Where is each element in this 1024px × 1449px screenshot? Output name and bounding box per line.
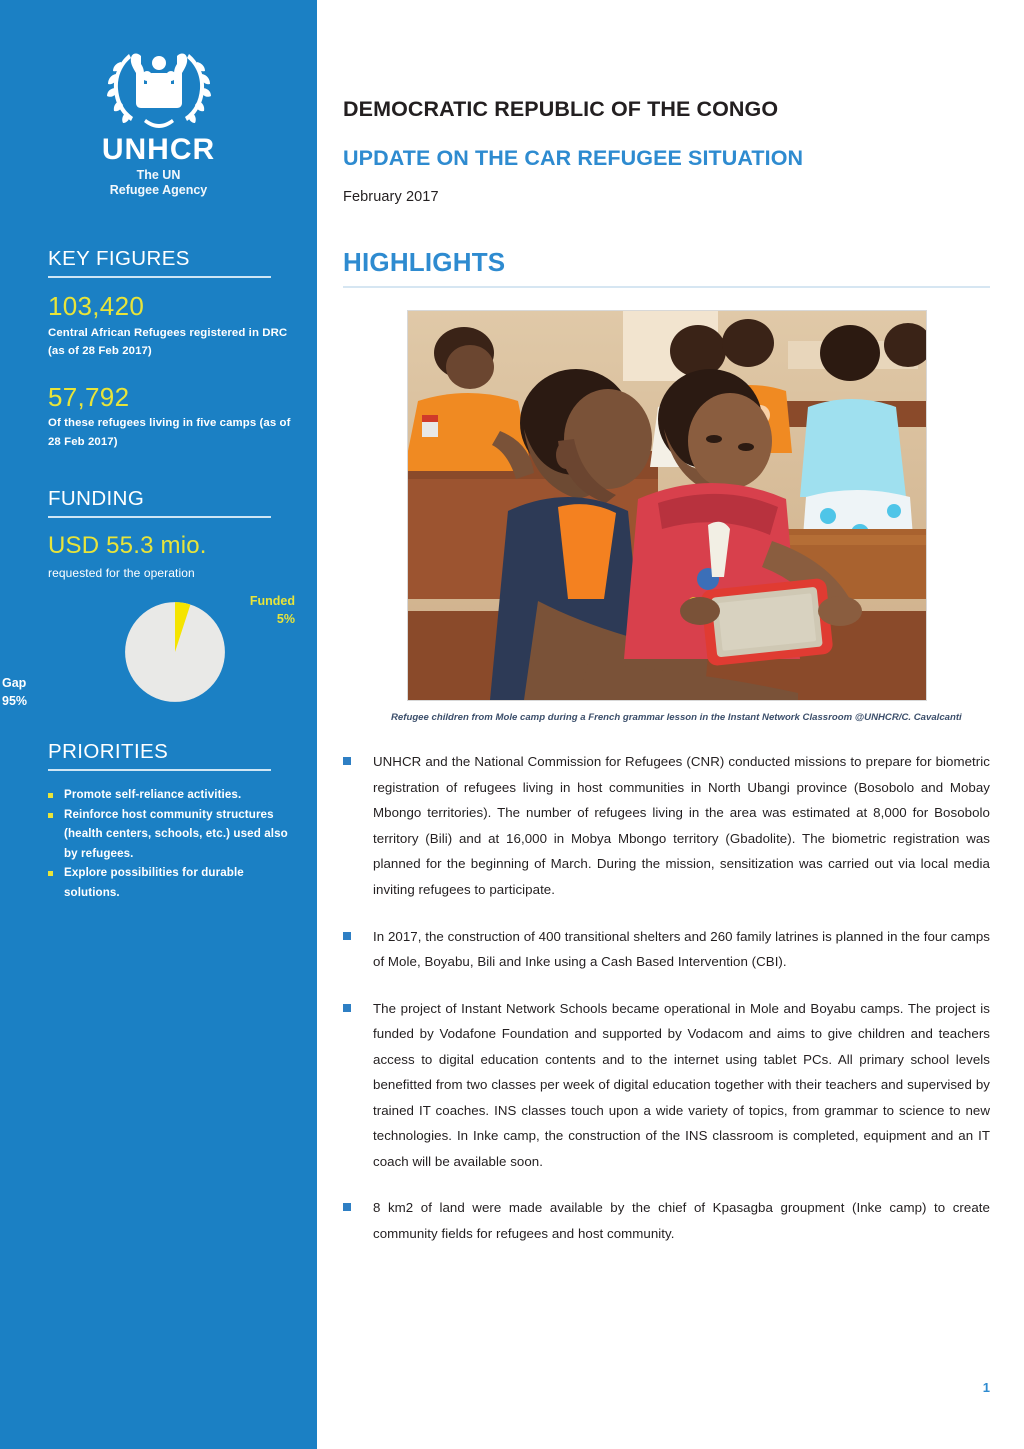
pie-label-gap [2, 674, 27, 710]
highlight-text: 8 km2 of land were made available by the chief of Kpasagba groupment (Inke camp) to create community fields for refugees and host community. [373, 1200, 990, 1241]
unhcr-tagline [110, 168, 207, 199]
priorities-divider [48, 769, 271, 771]
key-figures-heading: KEY FIGURES [48, 246, 190, 270]
bullet-square-icon [343, 1004, 351, 1012]
highlights-heading: HIGHLIGHTS [343, 246, 506, 277]
priorities-heading: PRIORITIES [48, 740, 169, 764]
photo-container [343, 310, 990, 701]
pie-chart-graphic [123, 600, 227, 704]
highlight-text: In 2017, the construction of 400 transitional shelters and 260 family latrines is planned in the four camps of Mole, Boyabu, Bili and Inke using a Cash Based Intervention (CBI). [373, 928, 990, 970]
highlights-bullet-list [343, 749, 990, 1246]
bullet-square-icon [343, 1203, 351, 1211]
key-figure-value: 57,792 [48, 381, 130, 412]
main-content [317, 0, 1024, 1449]
key-figure-description: Central African Refugees registered in DRC (as of 28 Feb 2017) [48, 326, 288, 358]
unhcr-laurel-hands-logo [91, 36, 227, 132]
funded-label: Funded [249, 594, 295, 609]
priority-text: Explore possibilities for durable solutions. [64, 866, 244, 899]
key-figure-item [48, 292, 293, 361]
list-item [343, 996, 990, 1175]
pie-label-funded [250, 592, 295, 628]
gap-label: Gap [2, 676, 27, 691]
priorities-section [0, 740, 317, 902]
key-figure-item [48, 383, 293, 452]
funded-value: 5% [276, 612, 295, 627]
key-figures-section [0, 247, 317, 452]
bullet-square-icon [48, 871, 53, 876]
highlight-text: The project of Instant Network Schools became operational in Mole and Boyabu camps. The project is funded by Vodafone Foundation and supported by Vodacom and aims to give children and teachers access to digital education contents and to the internet using tablet PCs. All primary school levels benefitted from two classes per week of digital education together with their teachers and supervised by trained IT coaches. INS classes touch upon a wide variety of topics, from grammar to science to new technologies. In Inke camp, the construction of the INS classroom is completed, equipment and an IT coach will be available soon. [373, 1000, 990, 1169]
gap-value: 95% [2, 694, 28, 709]
list-item [48, 785, 293, 804]
unhcr-wordmark: UNHCR [101, 133, 216, 166]
photo-caption: Refugee children from Mole camp during a French grammar lesson in the Instant Network Classroom @UNHCR/C. Cavalcanti [391, 711, 962, 723]
list-item [343, 1195, 990, 1246]
classroom-photo [407, 310, 927, 701]
highlight-text: UNHCR and the National Commission for Refugees (CNR) conducted missions to prepare for biometric registration of refugees living in host communities in North Ubangi province (Bosobolo and Mobay Mbongo territories). The number of refugees living in the area was estimated at 8,000 for Bosobolo territory (Bili) and at 16,000 in Mobya Mbongo territory (Gbadolite). The biometric registration was planned for the beginning of March. During the mission, sensitization was carried out via local media inviting refugees to participate. [373, 754, 990, 897]
unhcr-tagline-line2: Refugee Agency [109, 183, 208, 198]
sidebar [0, 0, 317, 1449]
page-number: 1 [982, 1380, 990, 1395]
priority-text: Reinforce host community structures (health centers, schools, etc.) used also by refugees. [64, 807, 288, 860]
funding-section [0, 487, 317, 736]
bullet-square-icon [48, 813, 53, 818]
bullet-square-icon [48, 793, 53, 798]
unhcr-tagline-line1: The UN [136, 167, 181, 182]
highlights-divider [343, 286, 990, 288]
list-item [343, 749, 990, 902]
list-item [343, 924, 990, 975]
priority-text: Promote self-reliance activities. [64, 788, 242, 802]
unhcr-logo [0, 0, 317, 199]
page-subtitle: UPDATE ON THE CAR REFUGEE SITUATION [343, 145, 804, 170]
key-figure-description: Of these refugees living in five camps (as of 28 Feb 2017) [48, 417, 291, 448]
bullet-square-icon [343, 932, 351, 940]
bullet-square-icon [343, 757, 351, 765]
list-item [48, 863, 293, 902]
funding-pie-chart [2, 586, 295, 736]
key-figure-value: 103,420 [48, 290, 145, 321]
funding-amount: USD 55.3 mio. [48, 532, 207, 560]
funding-heading: FUNDING [48, 487, 145, 511]
list-item [48, 805, 293, 863]
funding-divider [48, 516, 271, 518]
funding-amount-caption: requested for the operation [48, 566, 195, 581]
report-date: February 2017 [343, 188, 439, 205]
priorities-list [48, 785, 293, 902]
page-title: DEMOCRATIC REPUBLIC OF THE CONGO [343, 97, 779, 121]
key-figures-divider [48, 276, 271, 278]
